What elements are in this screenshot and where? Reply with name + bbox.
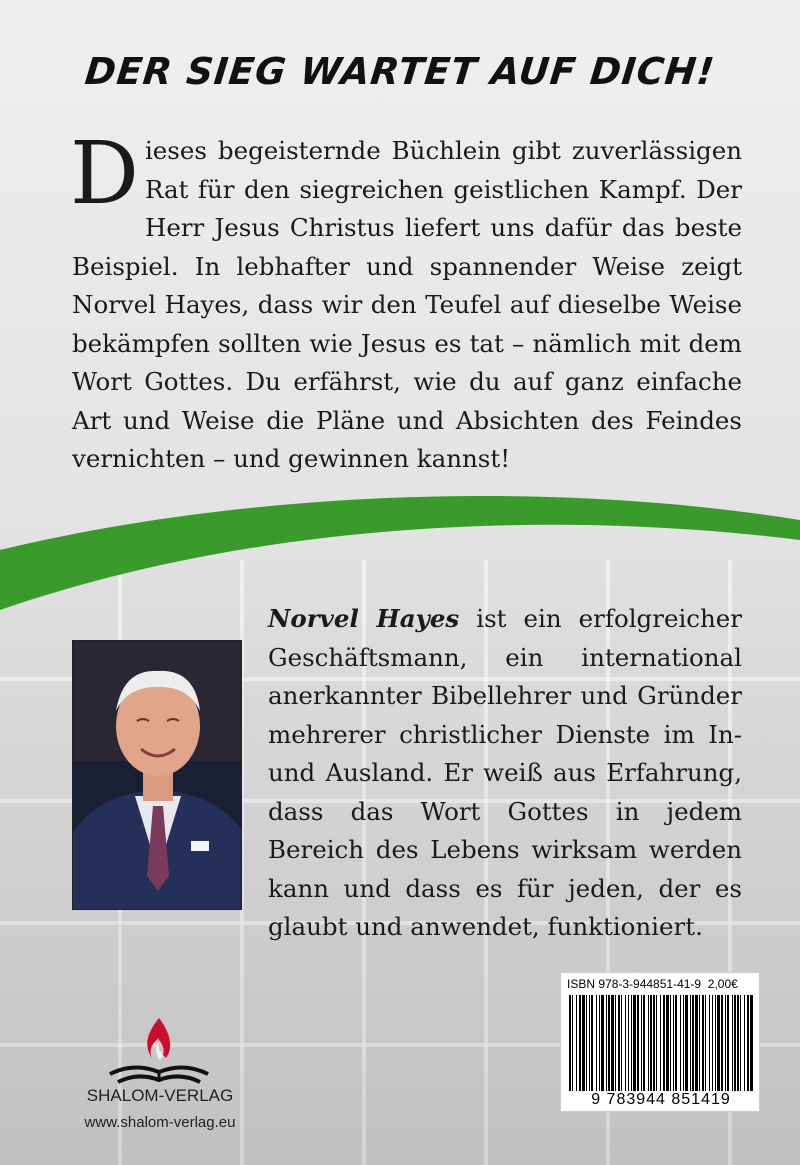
cover-headline: DER SIEG WARTET AUF DICH! bbox=[82, 50, 718, 93]
publisher-logo-icon bbox=[104, 1012, 214, 1090]
drop-cap: D bbox=[70, 124, 139, 224]
author-bio bbox=[268, 600, 742, 947]
price-text: 2,00€ bbox=[707, 977, 738, 991]
author-name: Norvel Hayes bbox=[268, 604, 460, 633]
barcode-box bbox=[560, 972, 760, 1112]
isbn-text: ISBN 978-3-944851-41-9 bbox=[567, 977, 702, 991]
blurb-text bbox=[70, 124, 742, 479]
barcode-digits: 9 783944 851419 bbox=[591, 1091, 731, 1108]
blurb-body: ieses begeisternde Büchlein gibt zuverlässigen Rat für den siegreichen geistlichen Kampf. Der Herr Jesus Christus liefert uns dafür das beste Beispiel. In lebhafter und spannender Weise zeigt Norvel Hayes, dass wir den Teufel auf dieselbe Weise bekämpfen sollten wie Jesus es tat – nämlich mit dem Wort Gottes. Du erfährst, wie du auf ganz einfache Art und Weise die Pläne und Absichten des Feindes vernichten – und gewinnen kannst! bbox=[72, 136, 742, 473]
publisher-url[interactable]: www.shalom-verlag.eu bbox=[84, 1114, 236, 1131]
author-portrait-image bbox=[73, 641, 242, 910]
author-bio-text: ist ein erfolgreicher Geschäftsmann, ein international anerkannter Bibellehrer und Gründer mehrerer christlicher Dienste im In- und Ausland. Er weiß aus Erfahrung, dass das Wort Gottes in jedem Bereich des Lebens wirksam werden kann und dass es für jeden, der es glaubt und anwendet, funktioniert. bbox=[268, 604, 742, 941]
publisher-name: SHALOM-VERLAG bbox=[86, 1086, 234, 1105]
barcode-bars bbox=[569, 995, 753, 1091]
isbn-line bbox=[567, 977, 738, 991]
author-photo bbox=[72, 640, 242, 910]
